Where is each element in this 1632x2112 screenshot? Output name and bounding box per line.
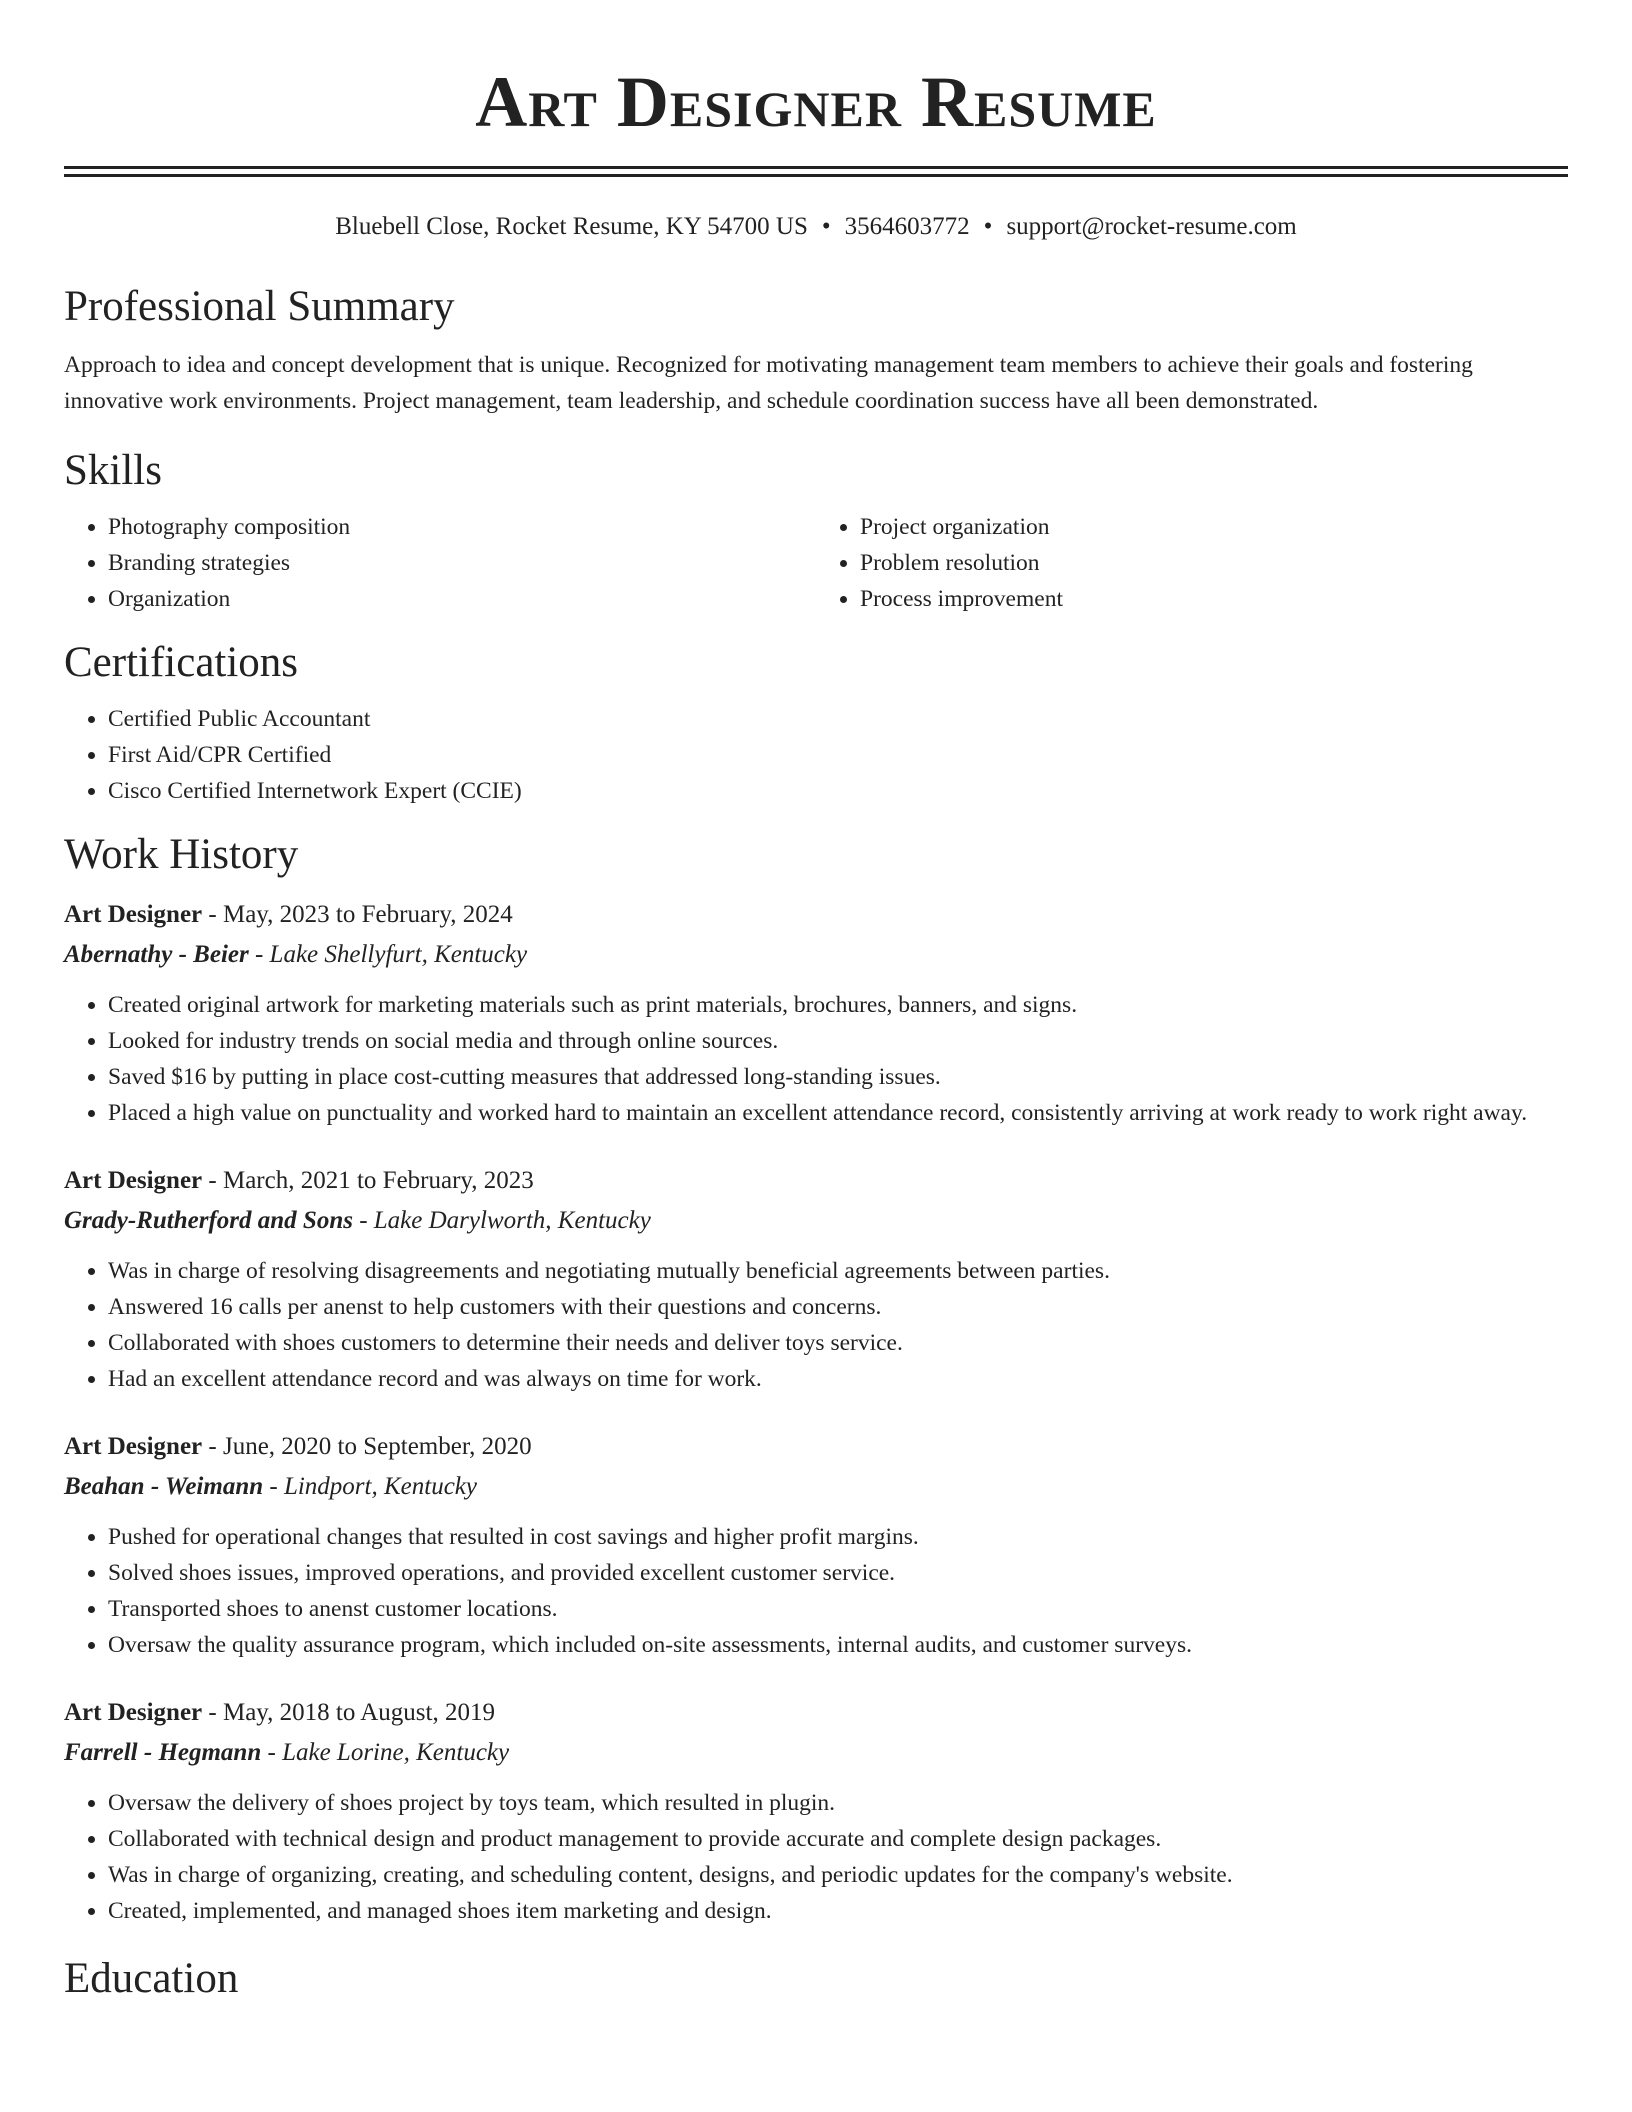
contact-address: Bluebell Close, Rocket Resume, KY 54700 US [335,213,808,240]
job-header [64,895,1568,935]
summary-section [64,281,1568,419]
skills-list-left [64,509,816,617]
education-heading: Education [64,1955,239,2002]
job-bullet: • Oversaw the delivery of shoes project by toys team, which resulted in plugin. [108,1785,1568,1821]
job-header [64,1693,1568,1733]
skills-heading: Skills [64,447,162,494]
job-location: - Lake Lorine, Kentucky [261,1739,510,1766]
job-company: Grady-Rutherford and Sons [64,1207,353,1234]
resume-title: Art Designer Resume [475,62,1157,142]
certification-item: • First Aid/CPR Certified [108,737,1568,773]
job-header [64,1427,1568,1467]
job-location: - Lindport, Kentucky [263,1473,477,1500]
job-location: - Lake Shellyfurt, Kentucky [248,941,528,968]
job-dates: - May, 2018 to August, 2019 [202,1699,495,1726]
job-bullet: • Answered 16 calls per anenst to help customers with their questions and concerns. [108,1289,1568,1325]
job-bullet: • Was in charge of resolving disagreements and negotiating mutually beneficial agreements between parties. [108,1253,1568,1289]
job-entry [64,1161,1568,1397]
job-bullet: • Had an excellent attendance record and was always on time for work. [108,1361,1568,1397]
certifications-list [64,701,1568,809]
bullet-separator: • [821,213,831,240]
job-bullet: • Oversaw the quality assurance program, which included on-site assessments, internal audits, and customer surveys. [108,1627,1568,1663]
job-company-line [64,1733,1568,1773]
skill-item: • Process improvement [860,581,1568,617]
contact-phone: 3564603772 [844,213,970,240]
job-bullet: • Created original artwork for marketing materials such as print materials, brochures, banners, and signs. [108,987,1568,1023]
work-history-heading: Work History [64,831,299,878]
job-bullet: • Solved shoes issues, improved operations, and provided excellent customer service. [108,1555,1568,1591]
certifications-heading: Certifications [64,639,299,686]
skill-item: • Organization [108,581,816,617]
summary-text: Approach to idea and concept development that is unique. Recognized for motivating management team members to achieve their goals and fostering innovative work environments. Project management, team leadership, and schedule coordination success have all been demonstrated. [64,352,1473,414]
skill-item: • Photography composition [108,509,816,545]
work-history-section [64,829,1568,1929]
summary-heading: Professional Summary [64,283,455,330]
job-entry [64,1427,1568,1663]
job-company-line [64,935,1568,975]
job-bullets [64,987,1568,1131]
job-header [64,1161,1568,1201]
skills-section [64,445,1568,617]
job-bullet: • Saved $16 by putting in place cost-cutting measures that addressed long-standing issues. [108,1059,1568,1095]
job-bullet: • Was in charge of organizing, creating, and scheduling content, designs, and periodic updates for the company's website. [108,1857,1568,1893]
job-company-line [64,1201,1568,1241]
skill-item: • Branding strategies [108,545,816,581]
title-divider-top [64,166,1568,169]
job-bullets [64,1785,1568,1929]
certification-item: • Cisco Certified Internetwork Expert (CCIE) [108,773,1568,809]
skill-item: • Project organization [860,509,1568,545]
job-role: Art Designer [64,1167,203,1194]
certification-item: • Certified Public Accountant [108,701,1568,737]
certifications-section [64,637,1568,809]
job-bullet: • Looked for industry trends on social media and through online sources. [108,1023,1568,1059]
resume-page [64,0,1568,2005]
job-dates: - March, 2021 to February, 2023 [202,1167,534,1194]
job-company: Beahan - Weimann [64,1473,264,1500]
job-entry [64,1693,1568,1929]
job-role: Art Designer [64,1433,203,1460]
job-bullet: • Transported shoes to anenst customer locations. [108,1591,1568,1627]
job-bullet: • Placed a high value on punctuality and worked hard to maintain an excellent attendance record, consistently arriving at work ready to work right away. [108,1095,1568,1131]
skills-grid [64,509,1568,617]
education-section [64,1953,1568,2005]
job-bullet: • Created, implemented, and managed shoes item marketing and design. [108,1893,1568,1929]
job-location: - Lake Darylworth, Kentucky [352,1207,651,1234]
contact-email: support@rocket-resume.com [1006,213,1297,240]
job-company: Abernathy - Beier [64,941,249,968]
skill-item: • Problem resolution [860,545,1568,581]
contact-line [64,211,1568,243]
bullet-separator: • [983,213,993,240]
title-divider-bottom [64,174,1568,177]
job-company-line [64,1467,1568,1507]
skills-list-right [816,509,1568,617]
job-bullet: • Collaborated with shoes customers to determine their needs and deliver toys service. [108,1325,1568,1361]
job-bullet: • Collaborated with technical design and product management to provide accurate and complete design packages. [108,1821,1568,1857]
job-dates: - June, 2020 to September, 2020 [202,1433,532,1460]
job-role: Art Designer [64,901,203,928]
job-role: Art Designer [64,1699,203,1726]
job-dates: - May, 2023 to February, 2024 [202,901,513,928]
job-bullets [64,1253,1568,1397]
job-bullet: • Pushed for operational changes that resulted in cost savings and higher profit margins. [108,1519,1568,1555]
job-bullets [64,1519,1568,1663]
job-entry [64,895,1568,1131]
job-company: Farrell - Hegmann [64,1739,262,1766]
